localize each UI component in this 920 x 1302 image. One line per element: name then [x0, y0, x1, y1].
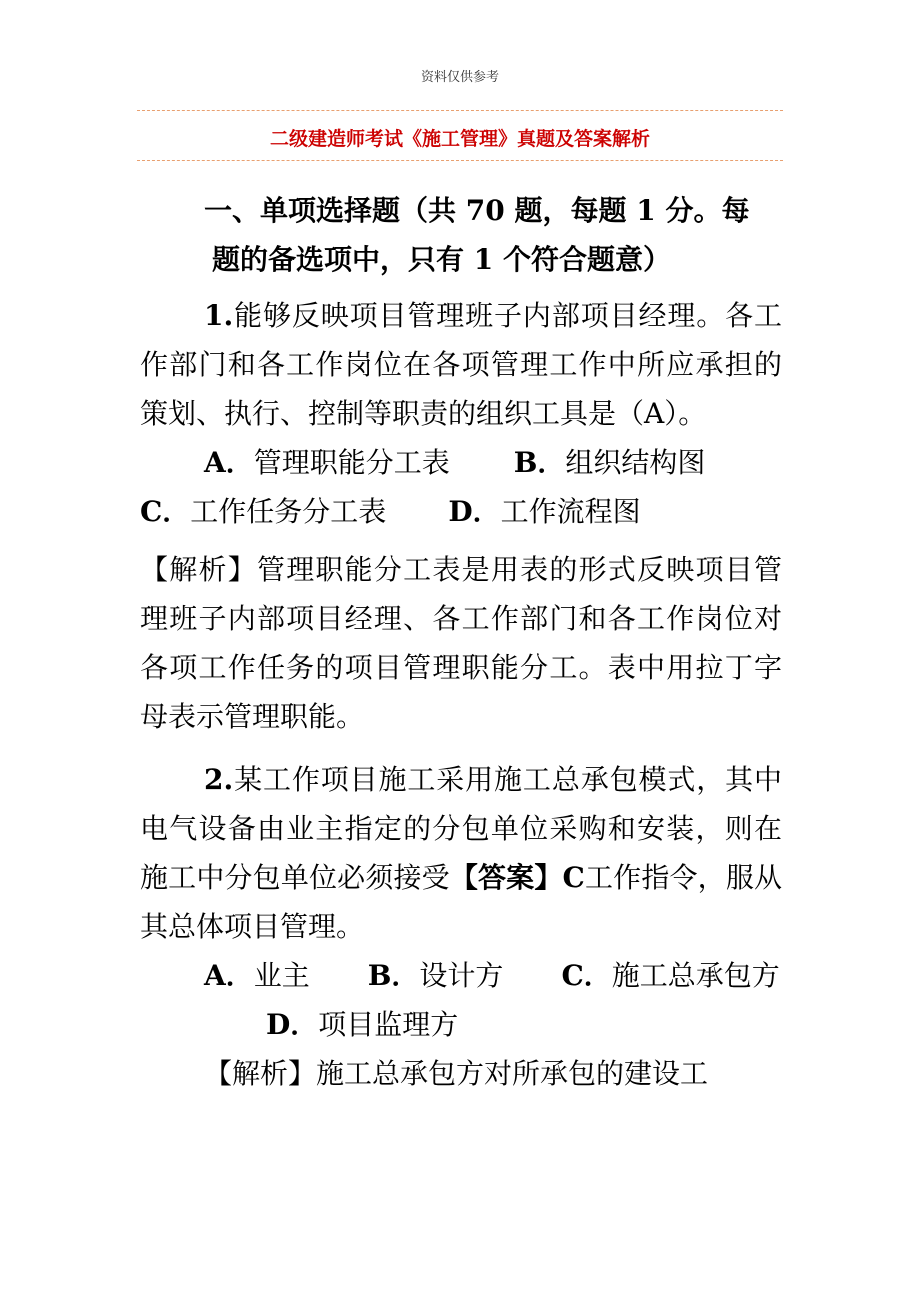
question-2-text-part1: 某工作项目施工采用施工总承包模式，其中电气设备由业主指定的分包单位采购和安装，则在施工中分包单位必须接受: [140, 763, 782, 894]
document-title: 二级建造师考试《施工管理》真题及答案解析: [269, 128, 650, 150]
document-body: [140, 186, 782, 1098]
question-2-answer: 【答案】C: [449, 861, 585, 894]
q1-option-b-text: 组织结构图: [565, 446, 706, 479]
question-2-text-part2: 工作指令，服从其总体项目管理。: [140, 861, 782, 943]
q1-option-d-letter: D．: [448, 495, 501, 528]
question-1-options-row-2: [140, 487, 782, 536]
question-2-stem: [140, 755, 782, 951]
q1-option-c-text: 工作任务分工表: [190, 495, 387, 528]
question-1-text: 能够反映项目管理班子内部项目经理。各工作部门和各工作岗位在各项管理工作中所应承担的策划、执行、控制等职责的组织工具是（A）。: [140, 299, 782, 430]
question-2-number: 2.: [204, 763, 234, 796]
q2-option-a-letter: A．: [204, 959, 254, 992]
question-2-options-row: [140, 951, 782, 1049]
q2-analysis-label: 【解析】: [204, 1057, 317, 1090]
q2-option-b-text: 设计方: [419, 959, 504, 992]
q1-option-d-text: 工作流程图: [500, 495, 641, 528]
section-heading: [140, 186, 782, 284]
q2-option-c-text: 施工总承包方: [611, 959, 780, 992]
q1-option-c-letter: C．: [140, 495, 191, 528]
q1-analysis-text: 管理职能分工表是用表的形式反映项目管理班子内部项目经理、各工作部门和各工作岗位对各项工作任务的项目管理职能分工。表中用拉丁字母表示管理职能。: [140, 553, 782, 733]
question-2-analysis: [140, 1049, 782, 1098]
question-1-stem: [140, 291, 782, 438]
q1-option-b-letter: B．: [513, 446, 566, 479]
q2-option-d-letter: D．: [266, 1008, 319, 1041]
title-divider-top: [137, 110, 783, 111]
section-heading-line2: 题的备选项中，只有 1 个符合题意）: [212, 243, 671, 276]
q1-option-a-letter: A．: [204, 446, 254, 479]
q2-option-d-text: 项目监理方: [318, 1008, 459, 1041]
q1-analysis-label: 【解析】: [140, 553, 257, 586]
q1-option-a-text: 管理职能分工表: [253, 446, 450, 479]
q2-option-b-letter: B．: [367, 959, 420, 992]
question-1-options-row-1: [140, 438, 782, 487]
q2-analysis-text: 施工总承包方对所承包的建设工: [316, 1057, 709, 1090]
question-1-number: 1.: [204, 299, 234, 332]
q2-option-c-letter: C．: [561, 959, 612, 992]
question-1-analysis: [140, 545, 782, 741]
header-watermark: 资料仅供参考: [420, 70, 499, 85]
q2-option-a-text: 业主: [253, 959, 310, 992]
title-divider-bottom: [137, 160, 783, 161]
section-heading-line1: 一、单项选择题（共 70 题，每题 1 分。每: [204, 194, 750, 227]
